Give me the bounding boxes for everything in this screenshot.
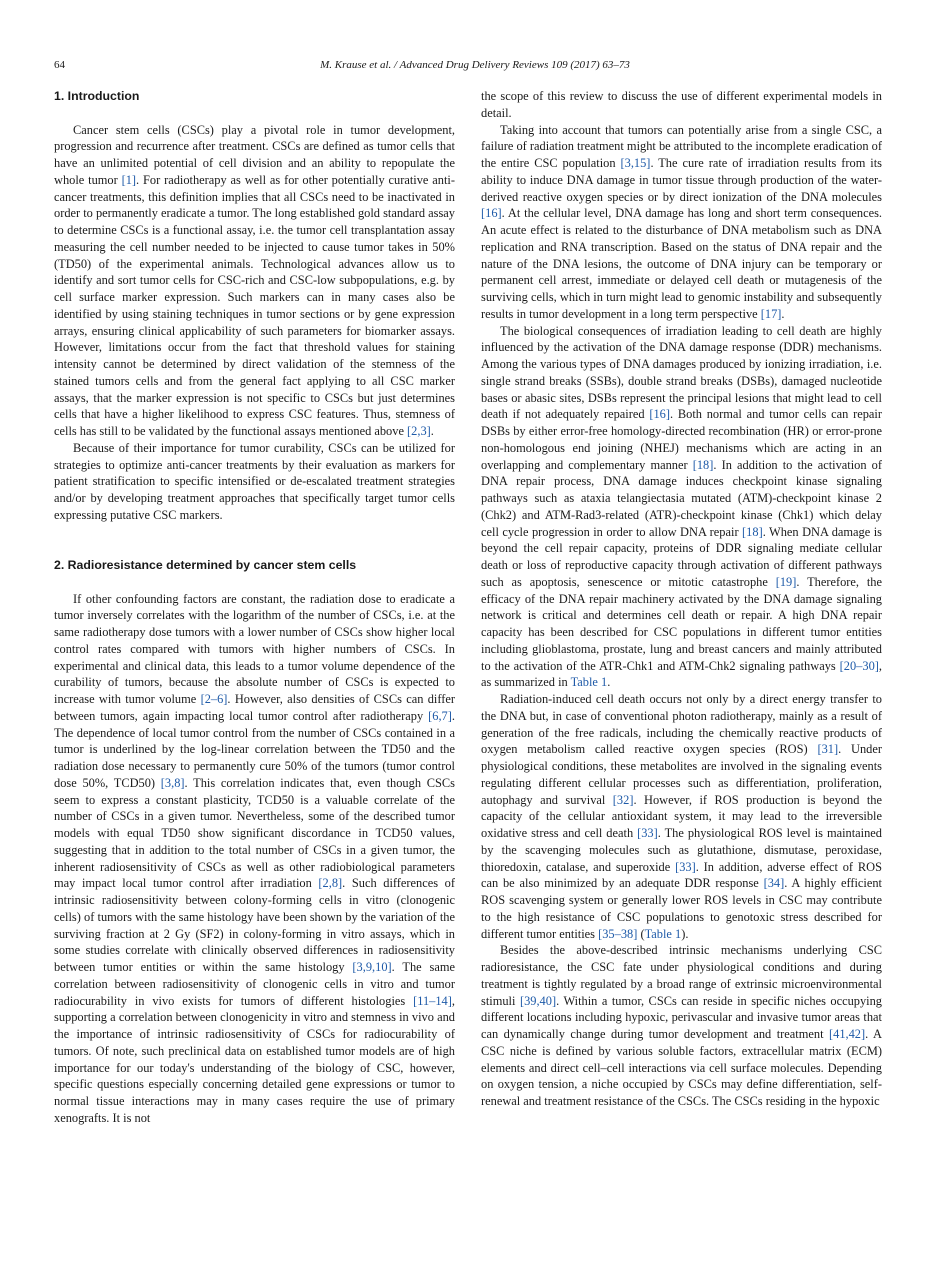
radioresistance-paragraph-4 <box>481 691 882 942</box>
citation-link[interactable]: [2,8] <box>318 876 343 891</box>
paragraph-text: . In addition to the activation of DNA repair process, DNA damage induces checkpoint kinase signaling pathways such as ataxia telangiectasia mutated (ATM)-checkpoint kinase 2 (Chk2) and ATM-Rad3-related (ATR)-checkpoint kinase (Chk1) which delay cell cycle progression in order to allow DNA repair <box>481 457 882 539</box>
intro-paragraph-1 <box>54 122 455 440</box>
paragraph-text: . <box>430 424 434 438</box>
citation-link[interactable]: [1] <box>121 172 137 187</box>
paragraph-text: . Within a tumor, CSCs can reside in specific niches occupying different locations including hypoxic, perivascular and invasive tumor areas that can dynamically change during tumor development and treatment <box>481 993 883 1041</box>
citation-link[interactable]: Table 1 <box>570 675 608 690</box>
radioresistance-paragraph-1-continued: the scope of this review to discuss the use of different experimental models in detail. <box>481 89 882 120</box>
section-heading-introduction: 1. Introduction <box>54 89 140 103</box>
paragraph-text: . A CSC niche is defined by various soluble factors, extracellular matrix (ECM) elements and direct cell–cell interactions via cell surface molecules. Depending on oxygen tension, a niche occupied by CSCs may define differentiation, self-renewal and treatment resistance of the CSCs. The CSCs residing in the hypoxic <box>481 1027 882 1108</box>
radioresistance-paragraph-5 <box>481 942 882 1110</box>
radioresistance-paragraph-1 <box>54 591 455 1127</box>
paragraph-text: . When DNA damage is beyond the cell repair capacity, proteins of DDR signaling mediate cellular death or loss of reproductive capacity through activation of different pathways such as apoptosis, senescence or mitotic catastrophe <box>481 524 882 589</box>
running-head: M. Krause et al. / Advanced Drug Delivery Reviews 109 (2017) 63–73 <box>320 59 630 71</box>
citation-link[interactable]: [32] <box>612 792 634 807</box>
paragraph-text: . <box>607 675 611 690</box>
citation-link[interactable]: [3,9,10] <box>352 960 392 974</box>
paragraph-text: . This correlation indicates that, even though CSCs seem to express a constant plasticity, TCD50 is a valuable correlate of the number of CSCs in a given tumor. Nevertheless, some of the described tumor models with equal TD50 show significant discordance in TCD50 values, suggesting that in addition to the total number of CSCs in a given tumor, the inherent radiosensitivity of CSCs as well as other radiobiological parameters may impact local tumor control after irradiation <box>54 775 455 891</box>
citation-link[interactable]: [16] <box>481 206 502 221</box>
paragraph-text: . At the cellular level, DNA damage has long and short term consequences. An acute effect is related to the disturbance of DNA metabolism such as DNA replication and RNA transcription. Based on the status of DNA repair and the nature of the DNA lesions, the outcome of DNA injury can be temporary or permanent cell arrest, immediate or delayed cell death or mutagenesis of the surviving cells, which in turn might lead to genomic instability and subsequently results in tumor development in a long term perspective <box>481 206 882 321</box>
paragraph-text: . However, also densities of CSCs can differ between tumors, again impacting local tumor control after radiotherapy <box>54 692 455 723</box>
paragraph-text: . Under physiological conditions, these metabolites are involved in the signaling events regulating different cellular processes such as differentiation, proliferation, autophagy and survival <box>481 742 882 807</box>
citation-link[interactable]: [19] <box>775 574 797 589</box>
citation-link[interactable]: Table 1 <box>644 926 682 941</box>
paragraph-text: ). <box>681 926 689 941</box>
citation-link[interactable]: [11–14] <box>413 993 452 1008</box>
radioresistance-paragraph-3 <box>481 323 882 692</box>
citation-link[interactable]: [33] <box>675 859 696 874</box>
left-column <box>54 88 455 1127</box>
paragraph-text: , supporting a correlation between clonogenicity in vitro and stemness in vivo and the importance of intrinsic radiosensitivity of CSCs for radiocurability of tumors. Of note, such preclinical data on established tumor models are of high importance for our today's understanding of the biology of CSC, however, specific questions especially concerning detailed gene expressions or tumor to normal tissue interactions may in many cases require the use of primary xenografts. It is not <box>54 993 455 1125</box>
paragraph-text: . In addition, adverse effect of ROS can be also minimized by an adequate DDR response <box>481 859 882 891</box>
radioresistance-paragraph-2 <box>481 122 882 323</box>
paragraph-text: ( <box>637 926 645 941</box>
paragraph-text: . The cure rate of irradiation results from its ability to induce DNA damage in tumor tissue through production of the water-derived reactive oxygen species or by direct ionization of the DNA molecules <box>481 156 882 204</box>
paragraph-text: Besides the above-described intrinsic mechanisms underlying CSC radioresistance, the CSC fate under physiological conditions and during treatment is tightly regulated by a broad range of extrinsic microenvironmental stimuli <box>481 943 882 1008</box>
citation-link[interactable]: [31] <box>817 742 839 757</box>
paragraph-text: . The physiological ROS level is maintained by the scavenging molecules such as glutathione, dismutase, peroxidase, thioredoxin, catalase, and superoxide <box>481 826 882 874</box>
paragraph-text: . Such differences of intrinsic radiosensitivity between colony-forming cells in vitro (clonogenic cells) of tumors with the same histology have been shown by the variation of the surviving fraction at 2 Gy (SF2) in colony-forming in vitro assays, which in some studies correlate with clinically observed differences in radiosensitivity between tumor entities or within the same histology <box>54 876 455 974</box>
citation-link[interactable]: [6,7] <box>428 708 452 723</box>
citation-link[interactable]: [18] <box>742 524 763 539</box>
citation-link[interactable]: [3,15] <box>620 156 651 170</box>
paragraph-text: If other confounding factors are constant, the radiation dose to eradicate a tumor inversely correlates with the logarithm of the number of CSCs, i.e. at the same radiotherapy dose tumors with a lower number of CSCs show higher local control rates compared with tumors with higher numbers of CSCs. In experimental and clinical data, this leads to a tumor volume dependence of the curability of tumors, because the absolute number of CSCs is expected to increase with tumor volume <box>54 591 455 706</box>
citation-link[interactable]: [18] <box>692 457 714 472</box>
paragraph-text: Cancer stem cells (CSCs) play a pivotal role in tumor development, progression and recurrence after treatment. CSCs are defined as tumor cells that have an unlimited potential of cell division and an ability to repopulate the whole tumor <box>54 122 455 187</box>
paragraph-text: . Both normal and tumor cells can repair DSBs by either error-free homology-directed recombination (HR) or error-prone non-homologous end joining (NHEJ) mechanisms which are acting in an overlapping and complementary manner <box>481 407 882 472</box>
page-number: 64 <box>54 59 65 71</box>
paragraph-text: . The dependence of local tumor control from the number of CSCs contained in a tumor is underlined by the log-linear correlation between the TD50 and the radiation dose necessary to permanently cure 50% of the tumors (tumor control dose 50%, TCD50) <box>54 708 455 790</box>
citation-link[interactable]: [17] <box>760 306 782 321</box>
citation-link[interactable]: [34] <box>763 876 785 891</box>
paragraph-text: Taking into account that tumors can potentially arise from a single CSC, a failure of radiation treatment might be attributed to the incomplete eradication of the entire CSC population <box>481 122 882 170</box>
paragraph-text: , as summarized in <box>481 658 882 690</box>
citation-link[interactable]: [35–38] <box>598 926 638 941</box>
citation-link[interactable]: [16] <box>649 407 670 422</box>
citation-link[interactable]: [2–6] <box>200 692 228 706</box>
paragraph-text: . A highly efficient ROS scavenging system or generally lower ROS levels in CSC may contribute to the high resistance of CSC populations to genotoxic stress described for different tumor entities <box>481 876 882 941</box>
paragraph-text: Radiation-induced cell death occurs not only by a direct energy transfer to the DNA but, in case of conventional photon radiotherapy, mainly as a result of generation of the free radicals, including the chemically reactive products of oxygen metabolism called reactive oxygen species (ROS) <box>481 692 882 757</box>
citation-link[interactable]: [3,8] <box>160 775 185 790</box>
citation-link[interactable]: [39,40] <box>519 993 557 1008</box>
paragraph-text: . However, if ROS production is beyond the capacity of the cellular antioxidant system, it may lead to the irreversible oxidative stress and cell death <box>481 792 882 840</box>
citation-link[interactable]: [20–30] <box>839 658 879 673</box>
paragraph-text: . The same correlation between radiosensitivity of clonogenic cells in vitro and tumor radiocurability in vivo exists for tumors of different histologies <box>54 960 455 1008</box>
citation-link[interactable]: [2,3] <box>407 424 431 438</box>
paragraph-text: . For radiotherapy as well as for other potentially curative anti-cancer treatments, this definition implies that all CSCs need to be inactivated in order to permanently eradicate a tumor. The long established gold standard assay to determine CSCs is a functional assay, i.e. the tumor cell transplantation assay measuring the cell number needed to be injected to cause tumor takes in 50% (TD50) of the experimental animals. Technological advances allow us to identify and sort tumor cells for CSC-rich and CSC-low subpopulations, e.g. by cell surface marker expression. Such markers can in many cases also be identified by using staining techniques in tumor sections or by gene expression arrays, ensuring clinical applicability of such parameters for biomarker assays. However, limitations occur from the fact that threshold values for staining intensity cannot be determined by direct validation of the stemness of the stained tumors cells and from the general fact applying to all CSC marker assays, that the marker expression is not specific to CSCs but just determines cells that have a higher likelihood to express CSC features. Thus, stemness of cells has still to be validated by the functional assays mentioned above <box>54 172 455 438</box>
paragraph-text: The biological consequences of irradiation leading to cell death are highly influenced by the activation of the DNA damage response (DDR) mechanisms. Among the various types of DNA damages produced by ionizing irradiation, i.e. single strand breaks (SSBs), double strand breaks (DSBs), damaged nucleotide bases or abasic sites, DSBs represent the principal lesions that might lead to cell death if not adequately repaired <box>481 323 882 422</box>
right-column <box>481 88 882 1110</box>
paragraph-text: . <box>781 306 785 321</box>
citation-link[interactable]: [41,42] <box>829 1027 866 1041</box>
intro-paragraph-2: Because of their importance for tumor curability, CSCs can be utilized for strategies to optimize anti-cancer treatments by their evaluation as markers for patient stratification to specific intensified or de-escalated treatment strategies and/or by developing treatment approaches that specifically target tumor cells expressing putative CSC markers. <box>54 440 455 522</box>
section-heading-radioresistance: 2. Radioresistance determined by cancer stem cells <box>54 558 357 572</box>
citation-link[interactable]: [33] <box>637 826 658 840</box>
paragraph-text: . Therefore, the efficacy of the DNA repair machinery activated by the DNA damage signaling network is critical and determines cell death or repair. A high DNA repair capacity has been described for CSC populations in different tumor entities including glioblastoma, prostate, lung and breast cancers and mainly attributed to the activation of the ATR-Chk1 and ATM-Chk2 signaling pathways <box>481 574 883 673</box>
